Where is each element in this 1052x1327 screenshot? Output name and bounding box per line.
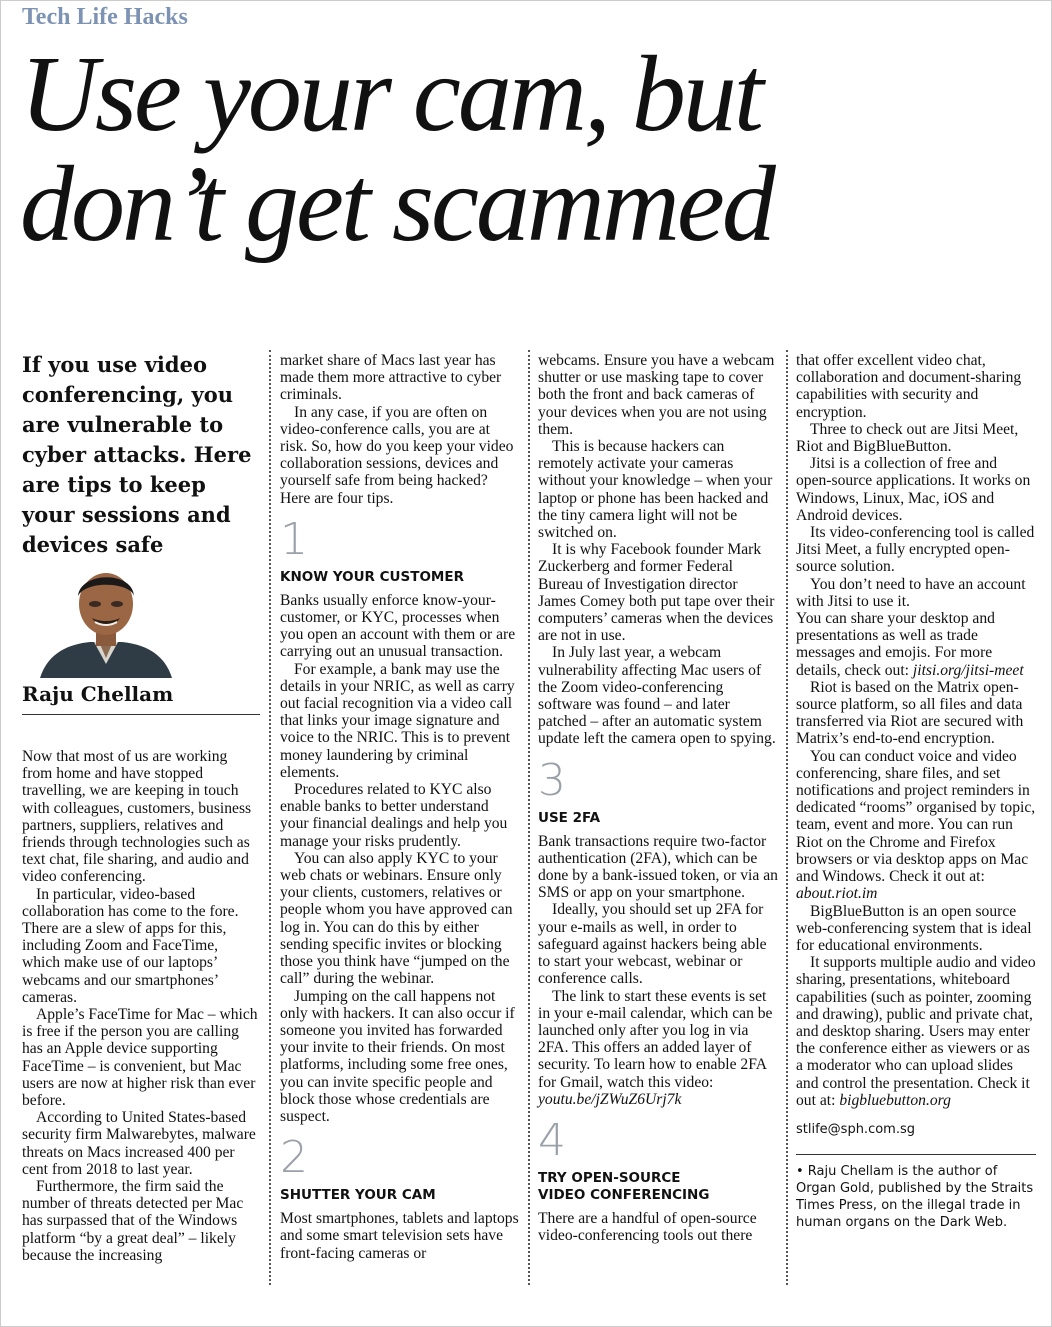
bio-rule: [796, 1154, 1036, 1155]
paragraph: In July last year, a webcam vulnerability affecting Mac users of the Zoom video-conferencing software was found – and later patched – after an automatic system update left the camera open to spying.: [538, 644, 776, 748]
tip-heading-line: VIDEO CONFERENCING: [538, 1186, 710, 1203]
article-column-1: [22, 748, 260, 1264]
riot-link[interactable]: about.riot.im: [796, 885, 878, 903]
tip-heading: KNOW YOUR CUSTOMER: [280, 568, 464, 585]
article-column-2: [280, 352, 520, 1262]
paragraph: In any case, if you are often on video-conference calls, you are at risk. So, how do you keep your video collaboration sessions, devices and yourself safe from being hacked? Here are four tips.: [280, 403, 514, 507]
column-divider: [786, 350, 788, 1285]
paragraph: Ideally, you should set up 2FA for your e-mails as well, in order to safeguard against hackers being able to start your webcast, webinar or conference calls.: [538, 901, 767, 988]
tip-heading: [538, 1170, 778, 1204]
section-rubric: Tech Life Hacks: [22, 4, 188, 30]
paragraph-text: You can share your desktop and presentations as well as trade messages and emojis. For more details, check out:: [796, 610, 995, 679]
paragraph: [796, 748, 1036, 903]
tip-number: 3: [538, 754, 566, 806]
column-divider: [528, 350, 530, 1285]
paragraph: Procedures related to KYC also enable banks to better understand your financial dealings and help you manage your risks prudently.: [280, 781, 508, 850]
article-column-3: [538, 352, 778, 1244]
tip-number: 4: [538, 1114, 566, 1166]
paragraph: In particular, video-based collaboration has come to the fore. There are a slew of apps for this, including Zoom and FaceTime, which make use of our laptops’ webcams and our smartphones’ cameras.: [22, 885, 239, 1006]
author-email[interactable]: stlife@sph.com.sg: [796, 1121, 915, 1137]
paragraph: webcams. Ensure you have a webcam shutter or use masking tape to cover both the front and back cameras of your devices when you are not using them.: [538, 352, 775, 438]
paragraph: Its video-conferencing tool is called Jitsi Meet, a fully encrypted open-source solution.: [796, 524, 1035, 576]
paragraph: Jitsi is a collection of free and open-source applications. It works on Windows, Linux, Mac, iOS and Android devices.: [796, 455, 1031, 524]
paragraph: Jumping on the call happens not only with hackers. It can also occur if someone you invited has forwarded your invite to their friends. On most platforms, including some free ones, you can invite specific people and block those whose credentials are suspect.: [280, 987, 515, 1125]
paragraph: market share of Macs last year has made them more attractive to cyber criminals.: [280, 352, 502, 404]
paragraph: Now that most of us are working from home and have stopped travelling, we are keeping in touch with colleagues, customers, business partners, suppliers, relatives and friends through technologies such as text chat, file sharing, and audio and video conferencing.: [22, 748, 252, 886]
paragraph: Apple’s FaceTime for Mac – which is free if the person you are calling has an Apple device supporting FaceTime – is convenient, but Mac users are now at higher risk than ever before.: [22, 1006, 258, 1110]
paragraph-text: You can conduct voice and video conferencing, share files, and set notifications and project reminders in dedicated “rooms” organised by topic, team, event and more. You can run Riot on the Chrome and Firefox browsers or via desktop apps on Mac and Windows. Check it out at:: [796, 747, 1036, 886]
author-bio: • Raju Chellam is the author of Organ Gold, published by the Straits Times Press, on the illegal trade in human organs on the Dark Web.: [796, 1164, 1034, 1231]
author-name: Raju Chellam: [22, 682, 174, 706]
column-divider: [269, 350, 271, 1285]
paragraph-text: The link to start these events is set in your e-mail calendar, which can be launched only after you log in via 2FA. This offers an added layer of security. To learn how to enable 2FA for Gmail, watch this video:: [538, 987, 773, 1091]
paragraph-text: It supports multiple audio and video sharing, presentations, whiteboard capabilities (such as pointer, zooming and drawing), public and private chat, and desktop sharing. Users may enter the conference either as viewers or as a moderator who can upload slides and control the presentation. Check it out at:: [796, 954, 1036, 1109]
tip-number: 2: [280, 1132, 308, 1184]
paragraph: Banks usually enforce know-your-customer, or KYC, processes when you open an account with them or are carrying out an unusual transaction.: [280, 591, 516, 661]
paragraph: Bank transactions require two-factor authentication (2FA), which can be done by a bank-issued token, or via an SMS or app on your smartphone.: [538, 832, 778, 902]
tip-number: 1: [280, 513, 308, 565]
paragraph: You don’t need to have an account with Jitsi to use it.: [796, 575, 1026, 610]
bigbluebutton-link[interactable]: bigbluebutton.org: [839, 1091, 951, 1109]
author-portrait: [30, 560, 180, 678]
article-column-4: [796, 352, 1036, 1231]
paragraph: For example, a bank may use the details in your NRIC, as well as carry out facial recognition via a video call that links your image signature and voice to the NRIC. This is to prevent money laundering by criminal elements.: [280, 660, 515, 781]
paragraph: [796, 610, 1036, 679]
paragraph: BigBlueButton is an open source web-conferencing system that is ideal for educational environments.: [796, 902, 1032, 954]
jitsi-link[interactable]: jitsi.org/jitsi-meet: [912, 661, 1024, 679]
paragraph: This is because hackers can remotely activate your cameras without your knowledge – when your laptop or phone has been hacked and the tiny camera light will not be switched on.: [538, 438, 773, 542]
paragraph: Most smartphones, tablets and laptops and some smart television sets have front-facing cameras or: [280, 1210, 519, 1262]
paragraph: [538, 988, 778, 1108]
paragraph: Three to check out are Jitsi Meet, Riot and BigBlueButton.: [796, 420, 1019, 456]
tip-heading: SHUTTER YOUR CAM: [280, 1187, 436, 1204]
standfirst: If you use video conferencing, you are vulnerable to cyber attacks. Here are tips to keep your sessions and devices safe: [22, 352, 252, 557]
headline-line-2: don’t get scammed: [20, 145, 773, 264]
paragraph: According to United States-based security firm Malwarebytes, malware threats on Macs increased 400 per cent from 2018 to last year.: [22, 1109, 256, 1178]
tip-heading: USE 2FA: [538, 809, 601, 826]
paragraph: that offer excellent video chat, collaboration and document-sharing capabilities with security and encryption.: [796, 352, 1022, 421]
video-link[interactable]: youtu.be/jZWuZ6Urj7k: [538, 1090, 682, 1108]
paragraph: Riot is based on the Matrix open-source platform, so all files and data transferred via Riot are secured with Matrix’s end-to-end encryption.: [796, 678, 1024, 748]
headline: [20, 35, 1030, 264]
byline-rule: [22, 714, 260, 715]
tip-heading-line: TRY OPEN-SOURCE: [538, 1169, 681, 1186]
paragraph: Furthermore, the firm said the number of threats detected per Mac has surpassed that of the Windows platform “by a great deal” – likely because the increasing: [22, 1178, 244, 1264]
paragraph: There are a handful of open-source video-conferencing tools out there: [538, 1209, 757, 1245]
paragraph: You can also apply KYC to your web chats or webinars. Ensure only your clients, customers, relatives or people whom you have approved can log in. You can do this by either sending specific invites or blocking those you think have “jumped on the call” during the webinar.: [280, 849, 513, 988]
headline-line-1: Use your cam, but: [20, 35, 761, 154]
paragraph: It is why Facebook founder Mark Zuckerberg and former Federal Bureau of Investigation director James Comey both put tape over their computers’ cameras when the devices are not in use.: [538, 541, 775, 645]
paragraph: [796, 954, 1036, 1109]
